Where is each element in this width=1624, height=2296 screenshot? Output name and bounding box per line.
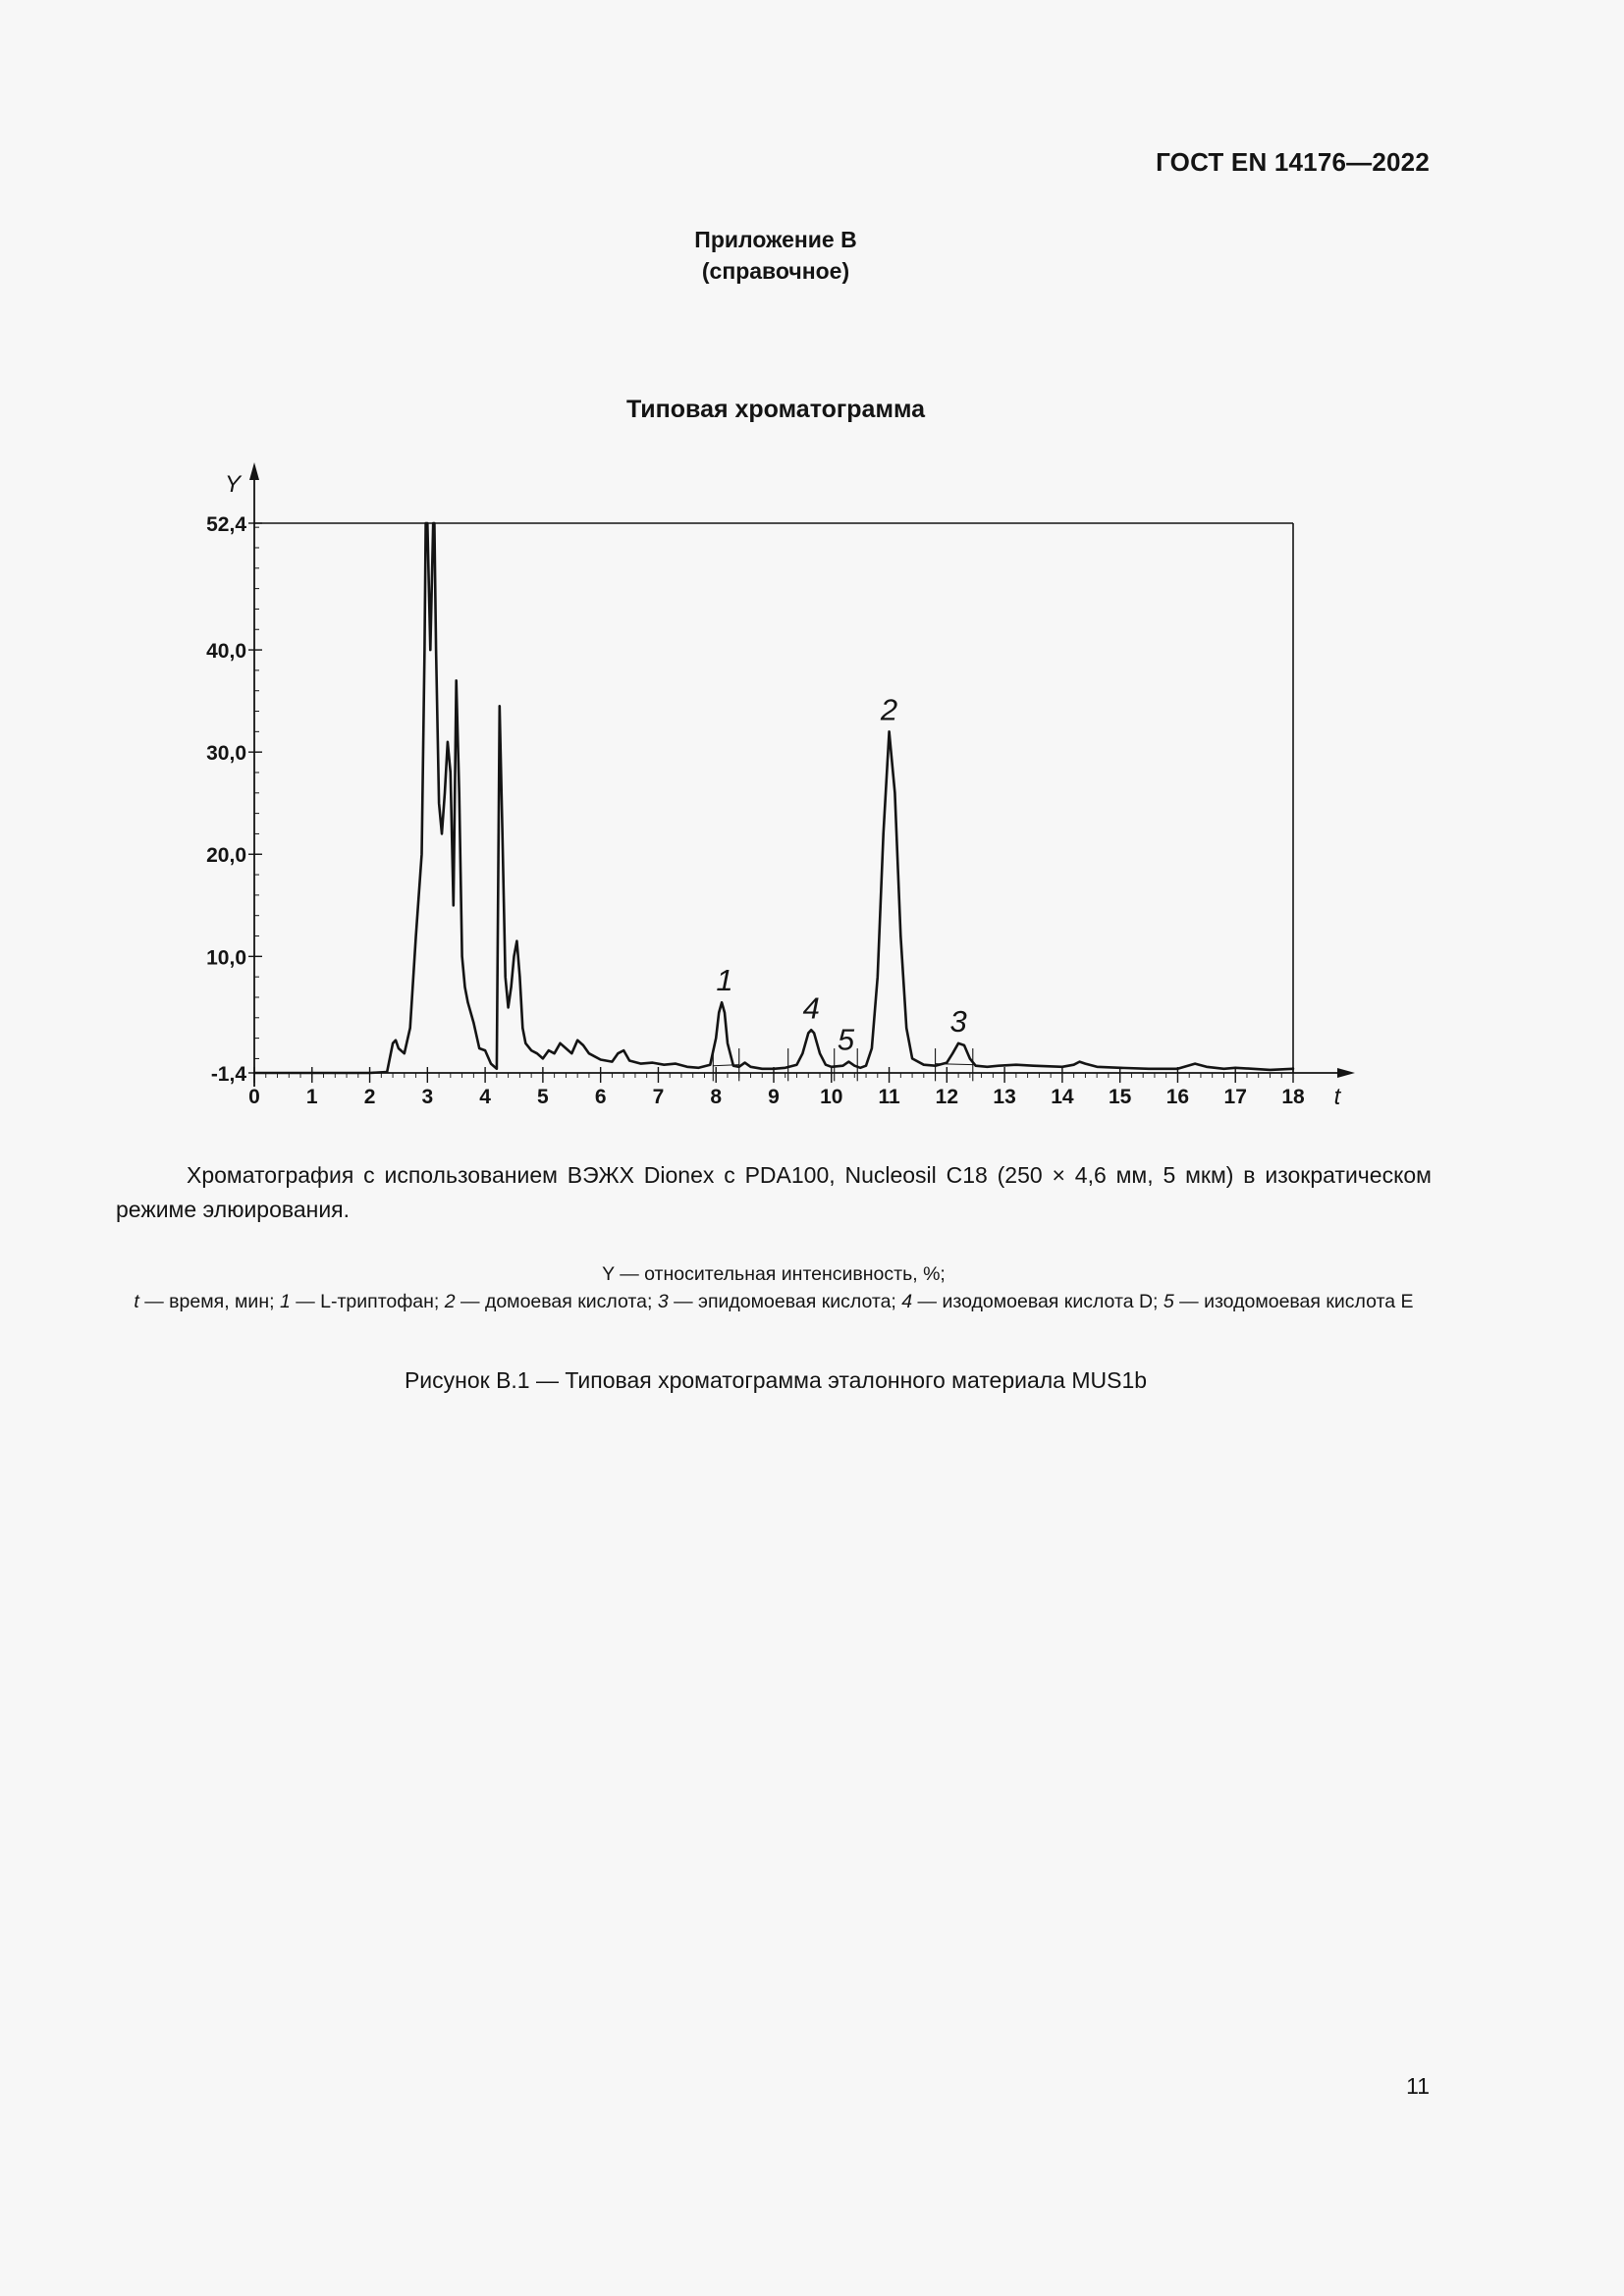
y-tick-label: 40,0 (206, 640, 246, 664)
y-tick-label: 52,4 (206, 513, 246, 536)
series-group (254, 523, 1293, 1073)
legend-desc-4: — изодомоевая кислота D; (912, 1291, 1164, 1312)
y-axis-label: Y (224, 471, 242, 498)
x-tick-label: 14 (1051, 1086, 1074, 1108)
peak-labels (716, 692, 966, 1056)
x-tick-label: 17 (1223, 1086, 1247, 1108)
legend-term-5: 5 (1163, 1291, 1174, 1312)
figure-heading: Типовая хроматограмма (625, 396, 926, 423)
legend-line-y: Y — относительная интенсивность, %; (602, 1263, 946, 1285)
x-tick-label: 12 (935, 1086, 959, 1108)
legend-term-3: 3 (657, 1291, 669, 1312)
x-tick-label: 16 (1165, 1086, 1190, 1108)
annex-heading (0, 224, 1551, 287)
x-axis (248, 1067, 1355, 1110)
y-tick-label: 10,0 (206, 946, 246, 970)
legend-term-t: t (134, 1291, 139, 1312)
y-tick-label: -1,4 (210, 1063, 246, 1086)
legend-desc-1: — L-триптофан; (290, 1291, 445, 1312)
legend-desc-2: — домоевая кислота; (455, 1291, 658, 1312)
y-tick-label: 30,0 (206, 742, 246, 766)
x-tick-label: 5 (537, 1086, 549, 1108)
x-tick-label: 6 (594, 1086, 607, 1108)
legend-desc-5: — изодомоевая кислота E (1173, 1291, 1414, 1312)
x-tick-label: 15 (1108, 1086, 1132, 1108)
plot-frame (254, 523, 1293, 1073)
chromatogram-chart (177, 456, 1394, 1134)
legend-desc-3: — эпидомоевая кислота; (668, 1291, 902, 1312)
x-tick-label: 4 (479, 1086, 491, 1108)
x-tick-label: 0 (248, 1086, 260, 1108)
legend-desc-t: — время, мин; (138, 1291, 280, 1312)
peak-label: 1 (716, 963, 733, 998)
x-tick-label: 8 (710, 1086, 723, 1108)
x-tick-label: 3 (421, 1086, 434, 1108)
legend-term-2: 2 (444, 1291, 456, 1312)
y-axis-arrow (249, 462, 259, 480)
y-axis (206, 462, 262, 1087)
legend-term-1: 1 (279, 1291, 291, 1312)
x-tick-label: 9 (768, 1086, 780, 1108)
document-code: ГОСТ EN 14176—2022 (1156, 147, 1430, 177)
x-axis-arrow (1337, 1068, 1355, 1078)
peak-label: 5 (837, 1022, 855, 1057)
x-tick-label: 7 (652, 1086, 665, 1108)
peak-label: 4 (802, 990, 820, 1026)
legend-line-terms (116, 1288, 1432, 1315)
x-tick-label: 13 (993, 1086, 1016, 1108)
x-tick-label: 18 (1281, 1086, 1305, 1108)
x-tick-label: 10 (820, 1086, 843, 1108)
annex-title: Приложение В (694, 227, 857, 252)
figure-legend (116, 1260, 1432, 1315)
x-tick-label: 1 (305, 1086, 318, 1108)
y-tick-label: 20,0 (206, 844, 246, 868)
figure-caption: Рисунок В.1 — Типовая хроматограмма эталонного материала MUS1b (404, 1367, 1148, 1393)
page-number: 11 (1406, 2073, 1430, 2099)
chromatogram-trace (254, 523, 1293, 1073)
method-description: Хроматография с использованием ВЭЖХ Dionex с PDA100, Nucleosil C18 (250 × 4,6 мм, 5 мкм) в изократическом режиме элюирования. (116, 1162, 1432, 1222)
peak-label: 2 (880, 692, 898, 727)
peak-label: 3 (949, 1003, 967, 1039)
x-tick-label: 2 (363, 1086, 376, 1108)
annex-subtitle: (справочное) (701, 258, 850, 284)
legend-term-4: 4 (901, 1291, 913, 1312)
x-tick-label: 11 (878, 1086, 900, 1108)
x-axis-label: t (1333, 1084, 1341, 1110)
